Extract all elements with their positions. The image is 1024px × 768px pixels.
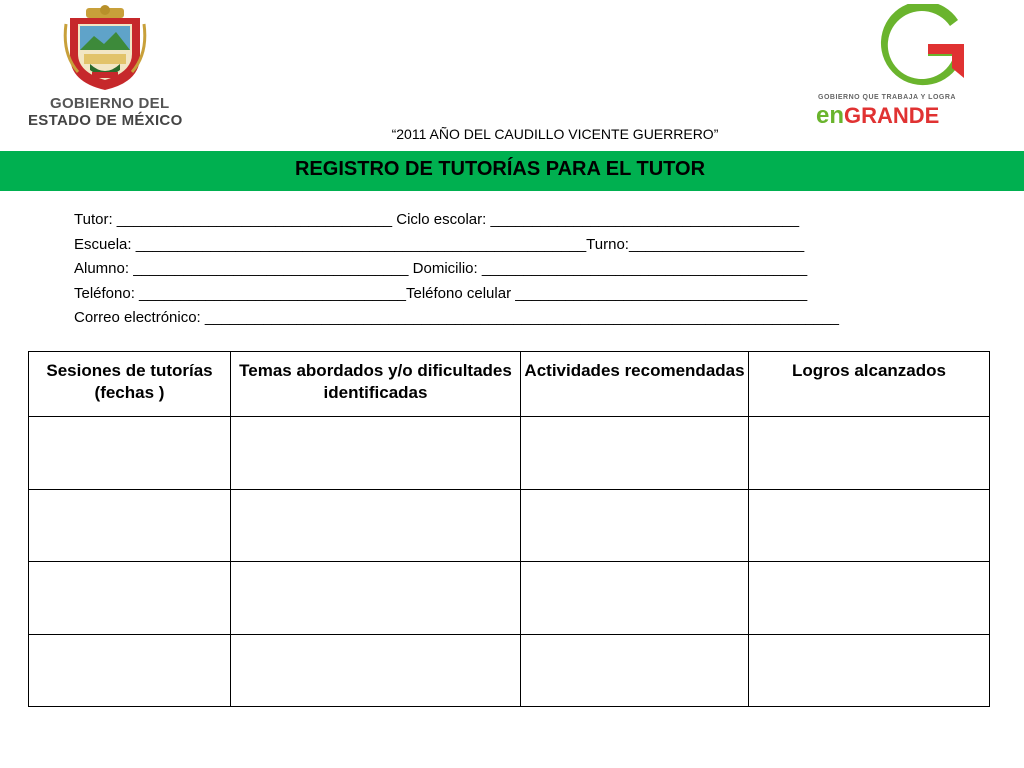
col-header-actividades: Actividades recomendadas <box>521 352 749 417</box>
table-cell[interactable] <box>749 417 990 490</box>
table-cell[interactable] <box>29 634 231 707</box>
table-cell[interactable] <box>521 634 749 707</box>
gobierno-edomex-logo <box>10 4 200 128</box>
table-cell[interactable] <box>29 417 231 490</box>
field-telefono[interactable]: Teléfono: ________________________________Teléfono celular ___________________________________ <box>74 284 808 302</box>
logo-text-line2: ESTADO DE MÉXICO <box>28 112 183 129</box>
table-cell[interactable] <box>231 562 521 635</box>
state-coat-of-arms-icon <box>62 4 148 92</box>
table-cell[interactable] <box>749 489 990 562</box>
field-alumno-domicilio[interactable]: Alumno: _________________________________ Domicilio: _______________________________________ <box>74 260 808 277</box>
table-header-row <box>29 352 990 417</box>
table-cell[interactable] <box>749 634 990 707</box>
table-cell[interactable] <box>521 489 749 562</box>
table-cell[interactable] <box>231 417 521 490</box>
table-cell[interactable] <box>521 562 749 635</box>
year-motto: “2011 AÑO DEL CAUDILLO VICENTE GUERRERO” <box>391 126 719 142</box>
table-cell[interactable] <box>521 417 749 490</box>
table-row <box>29 417 990 490</box>
page-title: REGISTRO DE TUTORÍAS PARA EL TUTOR <box>294 158 706 180</box>
engrande-logo <box>810 4 970 128</box>
field-correo[interactable]: Correo electrónico: ____________________________________________________________________________ <box>74 309 839 326</box>
table-cell[interactable] <box>749 562 990 635</box>
col-header-logros: Logros alcanzados <box>749 352 990 417</box>
engrande-tagline: GOBIERNO QUE TRABAJA Y LOGRA <box>818 94 956 101</box>
table-row <box>29 562 990 635</box>
table-cell[interactable] <box>29 489 231 562</box>
table-cell[interactable] <box>231 634 521 707</box>
wordmark-en: en <box>816 102 845 129</box>
tutoring-table <box>28 351 990 707</box>
form-fields <box>74 211 974 334</box>
table-cell[interactable] <box>231 489 521 562</box>
g-logo-icon <box>878 4 968 86</box>
field-tutor-ciclo[interactable]: Tutor: _________________________________ Ciclo escolar: _____________________________________ <box>74 211 800 228</box>
wordmark-grande: GRANDE <box>844 103 940 128</box>
table-row <box>29 489 990 562</box>
col-header-temas: Temas abordados y/o dificultades identificadas <box>231 352 521 417</box>
table-row <box>29 634 990 707</box>
logo-text-line1: GOBIERNO DEL <box>50 95 170 112</box>
col-header-sesiones: Sesiones de tutorías (fechas ) <box>29 352 231 417</box>
table-cell[interactable] <box>29 562 231 635</box>
field-escuela-turno[interactable]: Escuela: ______________________________________________________Turno:_____________________ <box>74 235 805 253</box>
